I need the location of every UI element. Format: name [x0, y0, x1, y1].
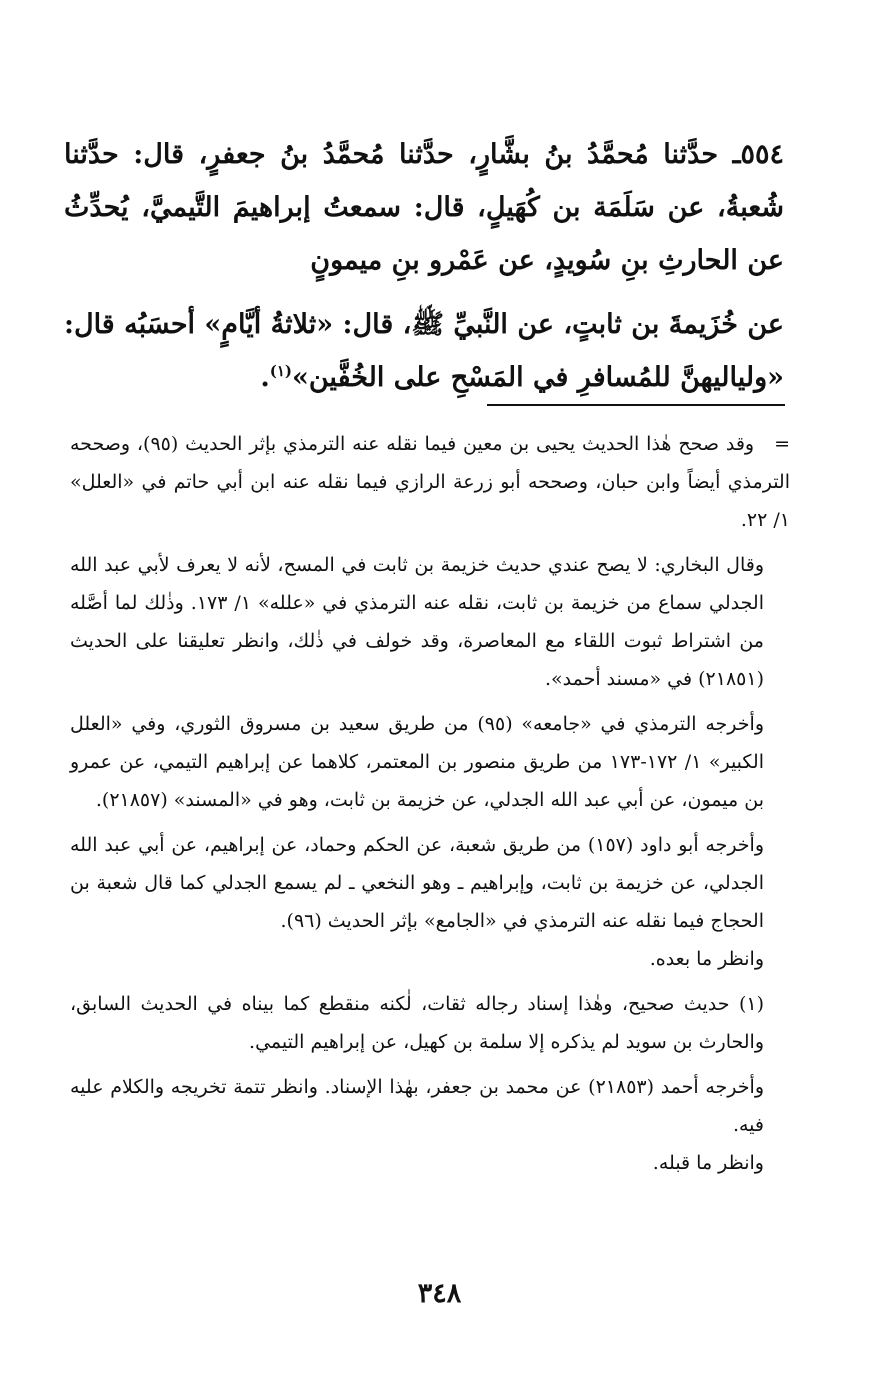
footnote-paragraph: [70, 1068, 790, 1144]
continuation-mark: =: [774, 433, 791, 455]
footnote-paragraph: [70, 826, 790, 940]
footnote-paragraph: [70, 985, 790, 1061]
footnote-divider: [487, 404, 785, 406]
page-number: ٣٤٨: [417, 1278, 462, 1309]
footnote-paragraph: [70, 1144, 790, 1182]
hadith-matn-text: عن خُزَيمةَ بن ثابتٍ، عن النَّبيِّ ﷺ، قال: «ثلاثةُ أيَّامٍ» أحسَبُه قال: «ولياليهنَّ للمُسافرِ في المَسْحِ على الخُفَّين»: [64, 309, 784, 393]
footnote-text: وقال البخاري: لا يصح عندي حديث خزيمة بن ثابت في المسح، لأنه لا يعرف لأبي عبد الله الجدلي سماع من خزيمة بن ثابت، نقله عنه الترمذي في «علله» ١/ ١٧٣. وذٰلك لما أصَّله من اشتراط ثبوت اللقاء مع المعاصرة، وقد خولف في ذٰلك، وانظر تعليقنا على الحديث (٢١٨٥١) في «مسند أحمد».: [70, 554, 764, 690]
footnote-text: وأخرجه الترمذي في «جامعه» (٩٥) من طريق سعيد بن مسروق الثوري، وفي «العلل الكبير» ١/ ١٧٢-١٧٣ من طريق منصور بن المعتمر، كلاهما عن إبراهيم التيمي، عن عمرو بن ميمون، عن أبي عبد الله الجدلي، عن خزيمة بن ثابت، وهو في «المسند» (٢١٨٥٧).: [70, 713, 764, 811]
footnotes-section: [70, 425, 790, 1189]
hadith-matn: [64, 298, 784, 404]
footnote-text: وانظر ما بعده.: [649, 948, 764, 970]
footnote-text: وقد صحح هٰذا الحديث يحيى بن معين فيما نقله عنه الترمذي بإثر الحديث (٩٥)، وصححه الترمذي أيضاً وابن حبان، وصححه أبو زرعة الرازي فيما نقله عنه ابن أبي حاتم في «العلل» ١/ ٢٢.: [70, 433, 790, 531]
footnote-text: وأخرجه أحمد (٢١٨٥٣) عن محمد بن جعفر، بهٰذا الإسناد. وانظر تتمة تخريجه والكلام عليه فيه.: [70, 1076, 764, 1136]
footnote-paragraph: [70, 940, 790, 978]
hadith-isnad: [64, 128, 784, 287]
hadith-end-mark: .: [260, 362, 270, 393]
footnote-paragraph: [70, 425, 790, 539]
hadith-isnad-text: ٥٥٤ـ حدَّثنا مُحمَّدُ بنُ بشَّارٍ، حدَّثنا مُحمَّدُ بنُ جعفرٍ، قال: حدَّثنا شُعبةُ، عن سَلَمَة بن كُهَيلٍ، قال: سمعتُ إبراهيمَ التَّيميَّ، يُحدِّثُ عن الحارثِ بنِ سُويدٍ، عن عَمْرو بنِ ميمونٍ: [64, 139, 784, 276]
footnote-paragraph: [70, 546, 790, 698]
footnote-text: وأخرجه أبو داود (١٥٧) من طريق شعبة، عن الحكم وحماد، عن إبراهيم، عن أبي عبد الله الجدلي، عن خزيمة بن ثابت، وإبراهيم ـ وهو النخعي ـ لم يسمع الجدلي كما قال شعبة بن الحجاج فيما نقله عنه الترمذي في «الجامع» بإثر الحديث (٩٦).: [70, 834, 765, 932]
footnote-paragraph: [70, 705, 790, 819]
footnote-reference: (١): [269, 362, 292, 380]
footnote-text: (١) حديث صحيح، وهٰذا إسناد رجاله ثقات، لٰكنه منقطع كما بيناه في الحديث السابق، والحارث بن سويد لم يذكره إلا سلمة بن كهيل، عن إبراهيم التيمي.: [70, 993, 764, 1053]
footnote-text: وانظر ما قبله.: [652, 1152, 764, 1174]
